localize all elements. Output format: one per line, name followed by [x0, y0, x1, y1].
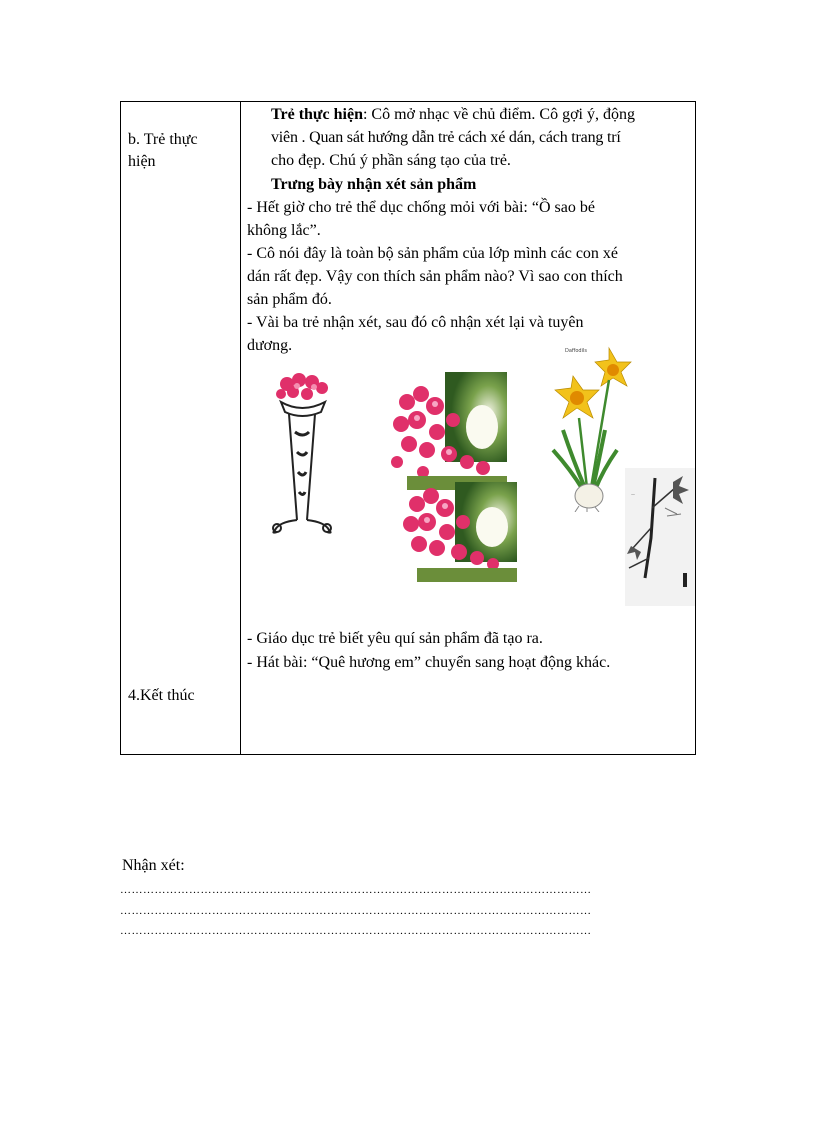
- line-b1: - Cô nói đây là toàn bộ sản phẩm của lớp mình các con xé: [247, 245, 619, 262]
- lesson-table: [120, 101, 696, 755]
- para1-bold: Trẻ thực hiện: [271, 106, 363, 123]
- line-c1: - Vài ba trẻ nhận xét, sau đó cô nhận xét lại và tuyên: [247, 314, 584, 331]
- left-section-b: [128, 129, 198, 173]
- line-b2: dán rất đẹp. Vậy con thích sản phẩm nào? Vì sao con thích: [247, 268, 623, 285]
- para1-line1-text: : Cô mở nhạc về chủ điểm. Cô gợi ý, động: [362, 106, 635, 123]
- branch-sketch-image: [625, 468, 695, 606]
- pink-flowers-image-bottom: [397, 482, 517, 582]
- section-b-line1: b. Trẻ thực: [128, 131, 198, 148]
- dotted-line-3: ……………………………………………………………………………………………………………: [120, 925, 592, 937]
- line-d: - Giáo dục trẻ biết yêu quí sản phẩm đã tạo ra.: [247, 630, 543, 647]
- column-divider: [240, 102, 241, 754]
- section-b-line2: hiện: [128, 153, 156, 170]
- dotted-line-2: ……………………………………………………………………………………………………………: [120, 905, 592, 917]
- line-a1: - Hết giờ cho trẻ thể dục chống mỏi với bài: “Ồ sao bé: [247, 199, 595, 216]
- svg-text:—: —: [631, 492, 635, 497]
- section-heading: Trưng bày nhận xét sản phẩm: [271, 176, 477, 193]
- daffodil-image: [543, 340, 635, 512]
- para1-line1: [271, 103, 635, 126]
- line-a2: không lắc”.: [247, 222, 321, 239]
- pink-flowers-image-top: [387, 372, 507, 490]
- left-section-4: 4.Kết thúc: [128, 687, 195, 704]
- line-c2: dương.: [247, 337, 293, 354]
- daffodil-caption: Daffodils: [565, 348, 587, 354]
- plant-stand-image: [267, 372, 337, 534]
- line-b3: sản phẩm đó.: [247, 291, 332, 308]
- dotted-line-1: ……………………………………………………………………………………………………………: [120, 884, 592, 896]
- para1-line2: viên . Quan sát hướng dẫn trẻ cách xé dán, cách trang trí: [271, 129, 621, 146]
- para1-line3: cho đẹp. Chú ý phần sáng tạo của trẻ.: [271, 152, 511, 169]
- line-e: - Hát bài: “Quê hương em” chuyển sang hoạt động khác.: [247, 654, 611, 671]
- footer-title: Nhận xét:: [122, 857, 185, 874]
